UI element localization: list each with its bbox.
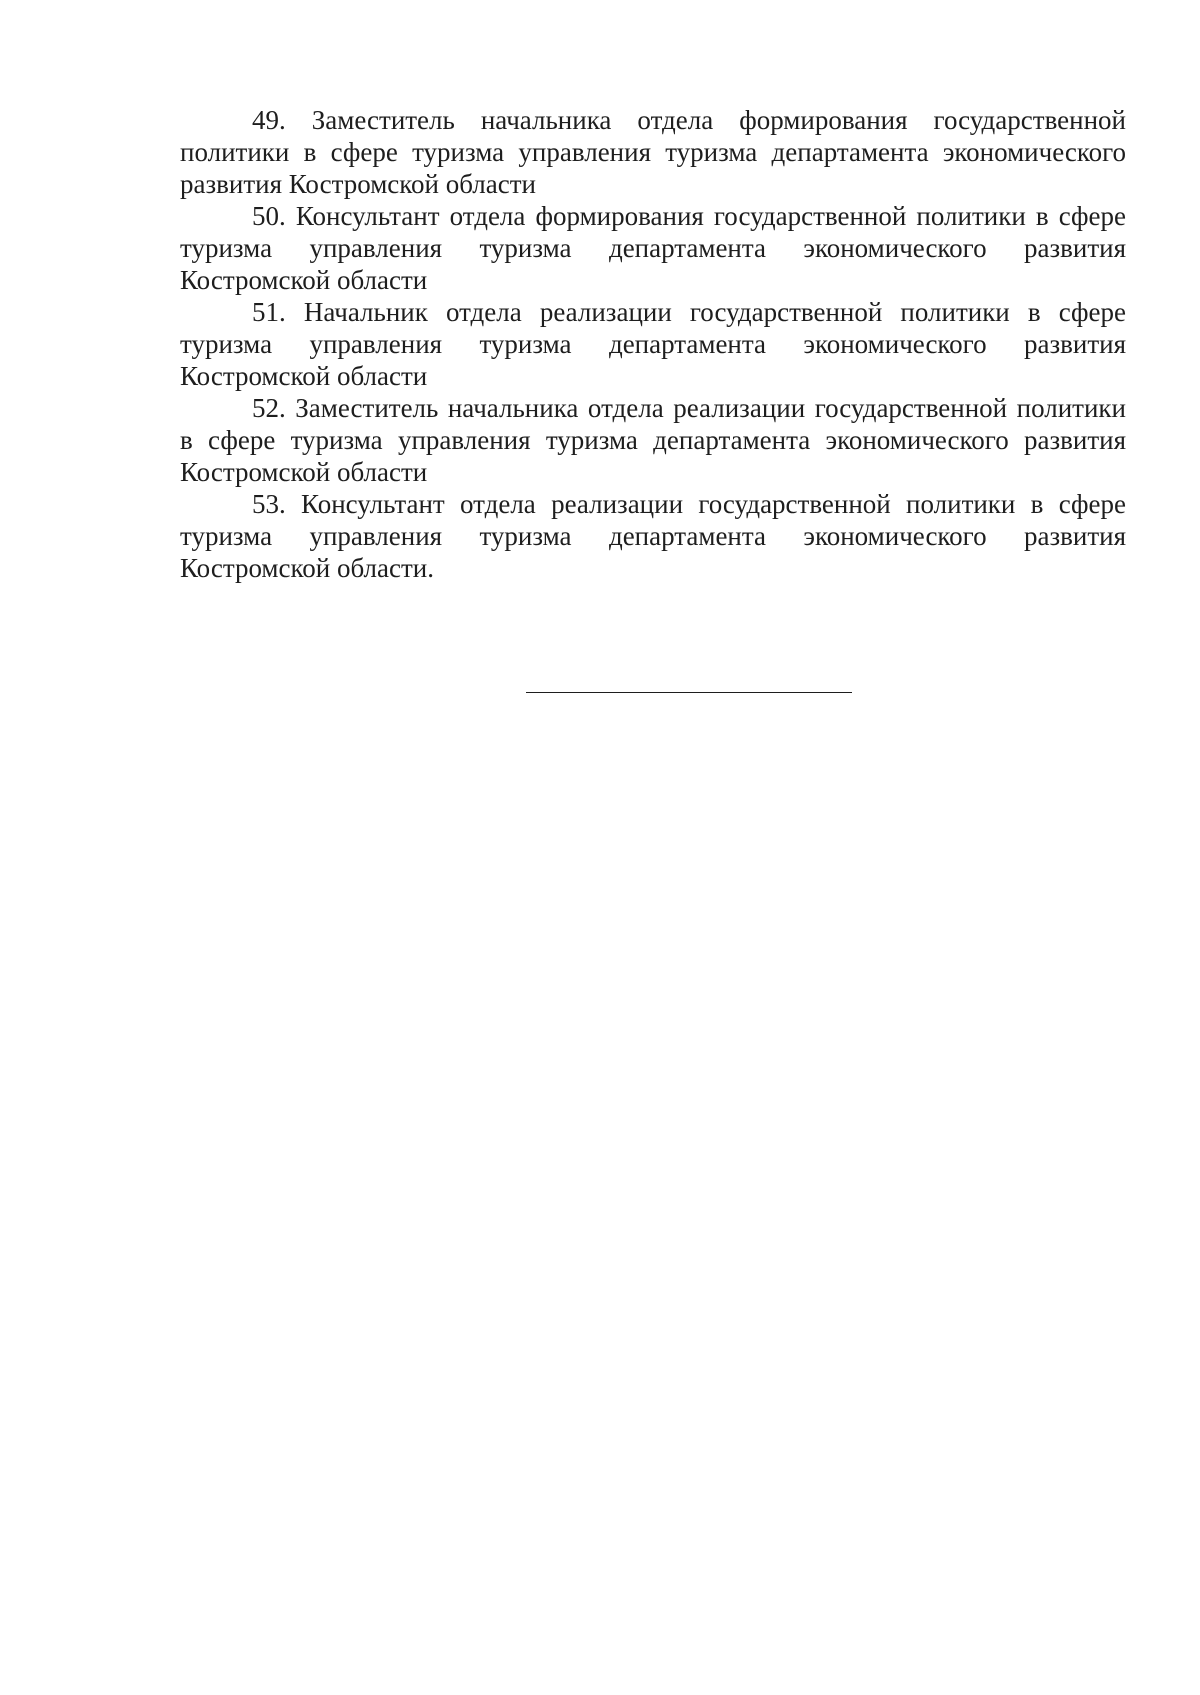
list-item-49: 49. Заместитель начальника отдела формирования государственной политики в сфере туризма управления туризма департамента экономического развития Костромской области [180, 105, 1126, 199]
end-of-document-rule [526, 692, 852, 693]
list-item-51: 51. Начальник отдела реализации государственной политики в сфере туризма управления туризма департамента экономического развития Костромской области [180, 297, 1126, 391]
list-item-53: 53. Консультант отдела реализации государственной политики в сфере туризма управления туризма департамента экономического развития Костромской области. [180, 489, 1126, 583]
list-item-50: 50. Консультант отдела формирования государственной политики в сфере туризма управления туризма департамента экономического развития Костромской области [180, 201, 1126, 295]
position-list [180, 104, 1126, 584]
list-item-52: 52. Заместитель начальника отдела реализации государственной политики в сфере туризма управления туризма департамента экономического развития Костромской области [180, 393, 1126, 487]
